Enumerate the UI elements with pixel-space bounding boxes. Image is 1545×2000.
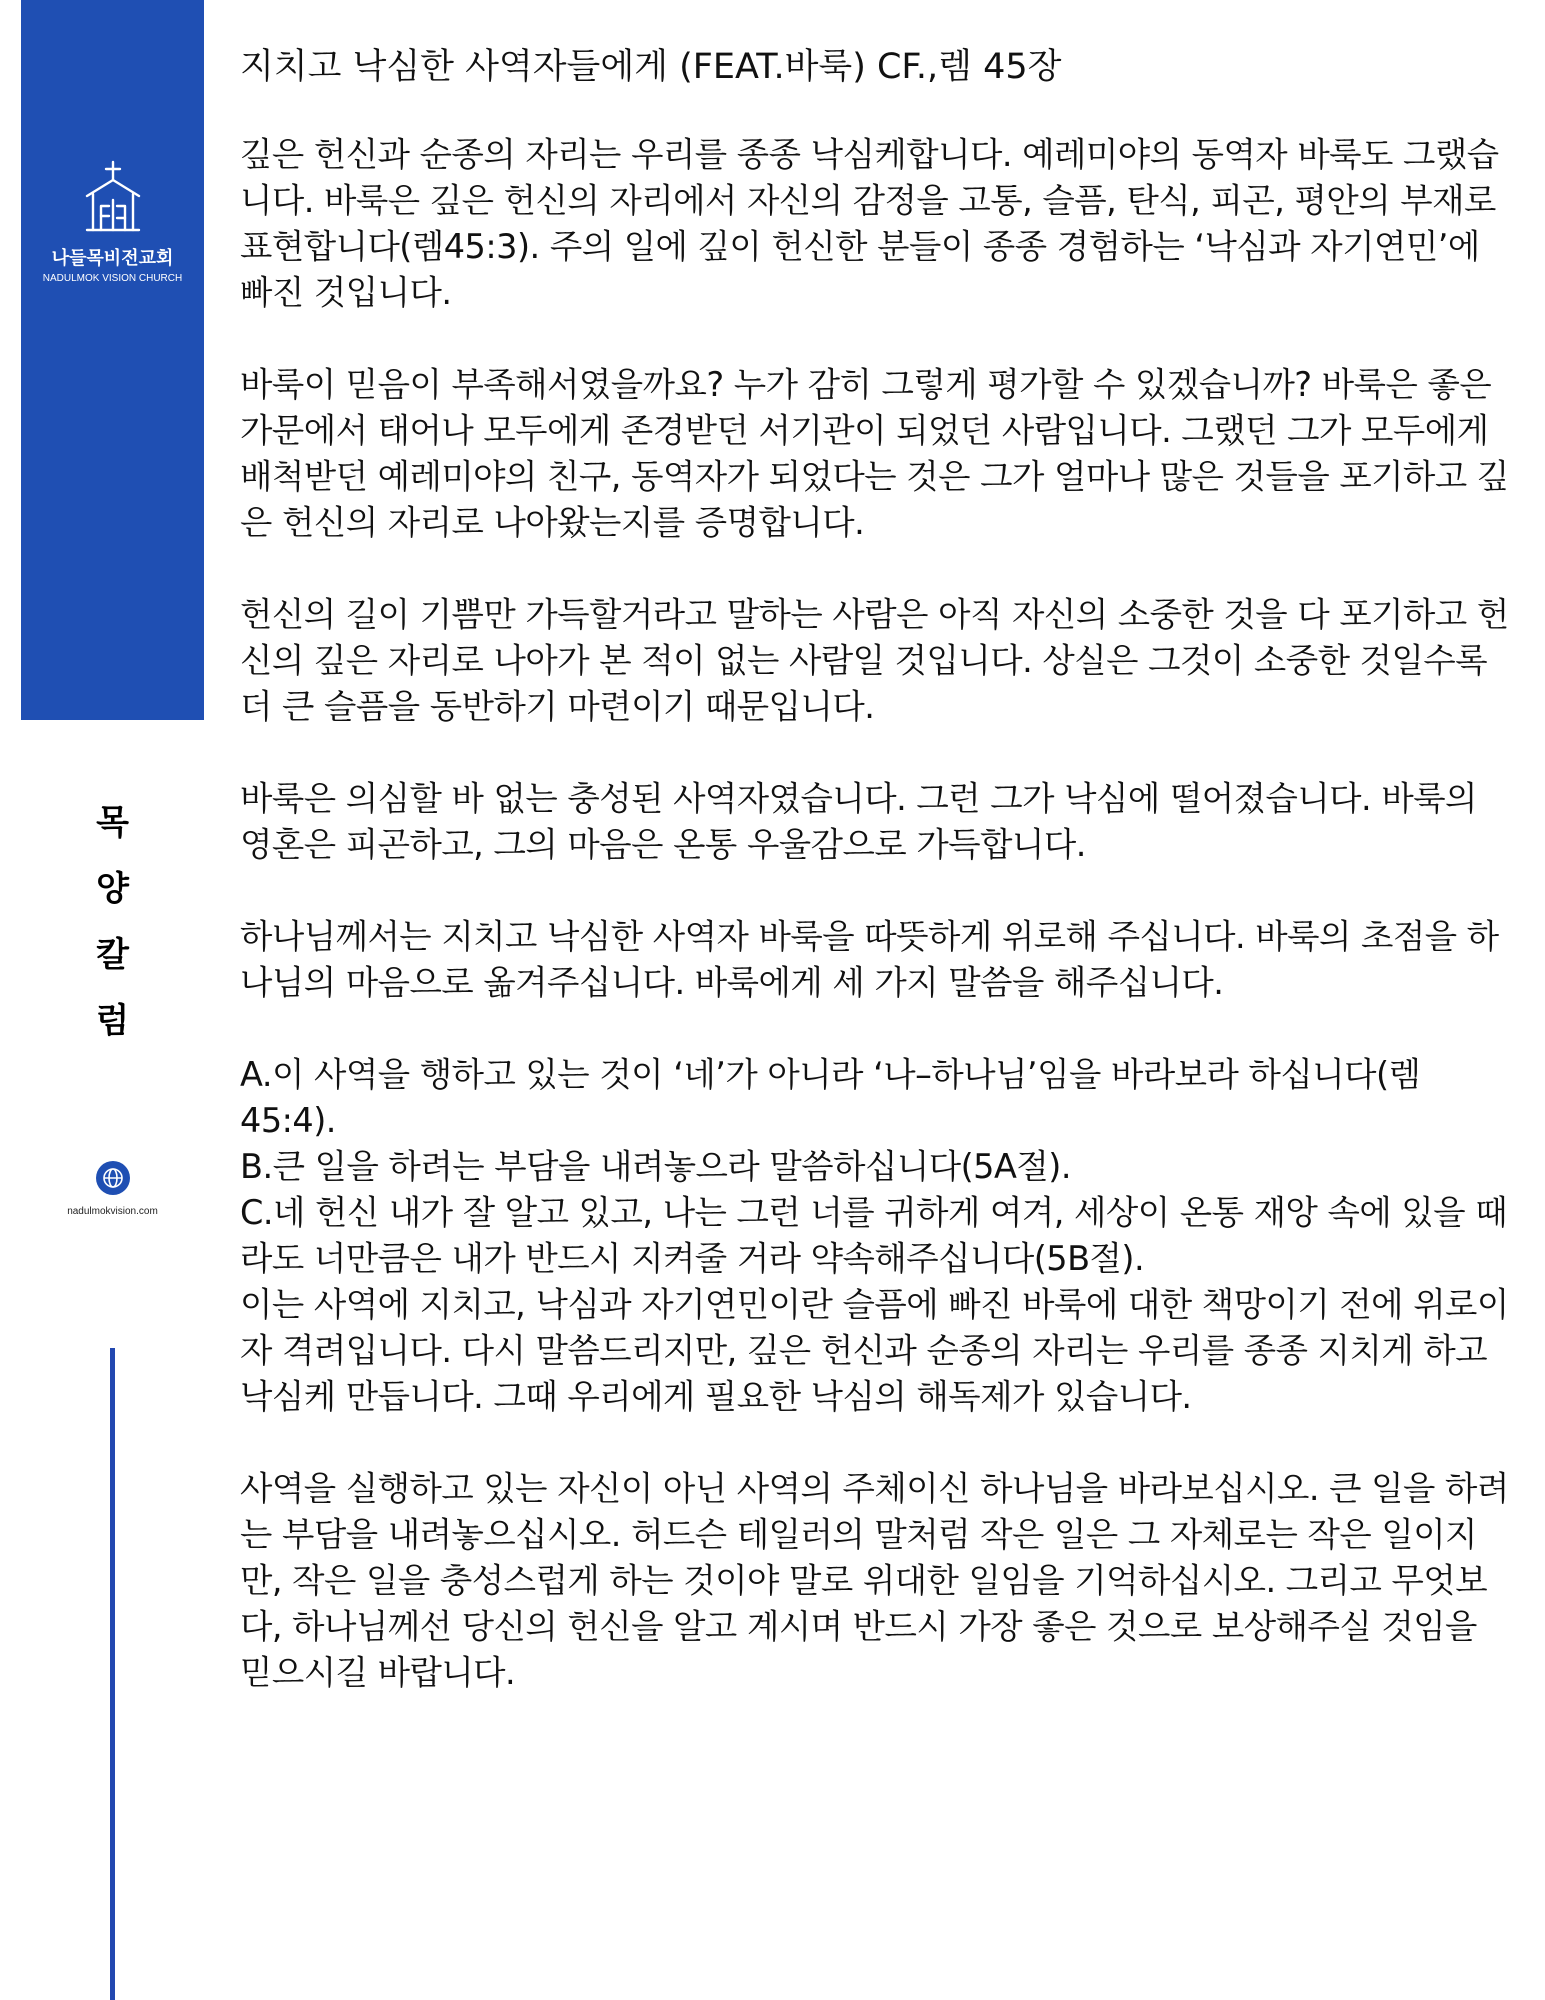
article-paragraph: 깊은 헌신과 순종의 자리는 우리를 종종 낙심케합니다. 예레미야의 동역자 바룩도 그랬습니다. 바룩은 깊은 헌신의 자리에서 자신의 감정을 고통, 슬픔, 탄식, 피곤, 평안의 부재로 표현합니다(렘45:3). 주의 일에 깊이 헌신한 분들이 종종 경험하는 ‘낙심과 자기연민’에 빠진 것입니다.	[240, 135, 1499, 312]
church-building-icon	[81, 160, 145, 236]
brand-banner	[21, 0, 204, 720]
column-label-char: 양	[96, 869, 129, 909]
column-category-label	[21, 790, 204, 1054]
article-points	[240, 1052, 1510, 1420]
point-item: B.큰 일을 하려는 부담을 내려놓으라 말씀하십니다(5A절).	[240, 1147, 1071, 1186]
brand-subtitle: NADULMOK VISION CHURCH	[42, 273, 183, 284]
website-block	[21, 1160, 204, 1217]
article-paragraph: 하나님께서는 지치고 낙심한 사역자 바룩을 따뜻하게 위로해 주십니다. 바룩의 초점을 하나님의 마음으로 옮겨주십니다. 바룩에게 세 가지 말씀을 해주십니다.	[240, 917, 1499, 1002]
column-label-char: 럼	[96, 1001, 129, 1041]
article-closing: 사역을 실행하고 있는 자신이 아닌 사역의 주체이신 하나님을 바라보십시오. 큰 일을 하려는 부담을 내려놓으십시오. 허드슨 테일러의 말처럼 작은 일은 그 자체로는 작은 일이지만, 작은 일을 충성스럽게 하는 것이야 말로 위대한 일임을 기억하십시오. 그리고 무엇보다, 하나님께선 당신의 헌신을 알고 계시며 반드시 가장 좋은 것으로 보상해주실 것임을 믿으시길 바랍니다.	[240, 1469, 1509, 1692]
article-title: 지치고 낙심한 사역자들에게 (FEAT.바룩) CF.,렘 45장	[240, 47, 1062, 87]
point-item: C.네 헌신 내가 잘 알고 있고, 나는 그런 너를 귀하게 여겨, 세상이 온통 재앙 속에 있을 때라도 너만큼은 내가 반드시 지켜줄 거라 약속해주십니다(5B절).	[240, 1193, 1508, 1278]
article-paragraph: 바룩이 믿음이 부족해서였을까요? 누가 감히 그렇게 평가할 수 있겠습니까? 바룩은 좋은 가문에서 태어나 모두에게 존경받던 서기관이 되었던 사람입니다. 그랬던 그가 모두에게 배척받던 예레미야의 친구, 동역자가 되었다는 것은 그가 얼마나 많은 것들을 포기하고 깊은 헌신의 자리로 나아왔는지를 증명합니다.	[240, 365, 1509, 542]
point-summary: 이는 사역에 지치고, 낙심과 자기연민이란 슬픔에 빠진 바룩에 대한 책망이기 전에 위로이자 격려입니다. 다시 말씀드리지만, 깊은 헌신과 순종의 자리는 우리를 종종 지치게 하고 낙심케 만듭니다. 그때 우리에게 필요한 낙심의 해독제가 있습니다.	[240, 1285, 1509, 1416]
church-logo	[21, 160, 204, 284]
globe-icon	[95, 1160, 131, 1196]
sidebar-divider-line	[110, 1348, 115, 2000]
article	[240, 38, 1510, 1742]
article-paragraph: 헌신의 길이 기쁨만 가득할거라고 말하는 사람은 아직 자신의 소중한 것을 다 포기하고 헌신의 깊은 자리로 나아가 본 적이 없는 사람일 것입니다. 상실은 그것이 소중한 것일수록 더 큰 슬픔을 동반하기 마련이기 때문입니다.	[240, 595, 1509, 726]
website-url: nadulmokvision.com	[67, 1206, 158, 1217]
brand-name: 나들목비전교회	[51, 248, 174, 269]
point-item: A.이 사역을 행하고 있는 것이 ‘네’가 아니라 ‘나–하나님’임을 바라보라 하십니다(렘45:4).	[240, 1055, 1421, 1140]
column-label-char: 칼	[96, 935, 129, 975]
column-label-char: 목	[96, 803, 129, 843]
article-paragraph: 바룩은 의심할 바 없는 충성된 사역자였습니다. 그런 그가 낙심에 떨어졌습니다. 바룩의 영혼은 피곤하고, 그의 마음은 온통 우울감으로 가득합니다.	[240, 779, 1477, 864]
